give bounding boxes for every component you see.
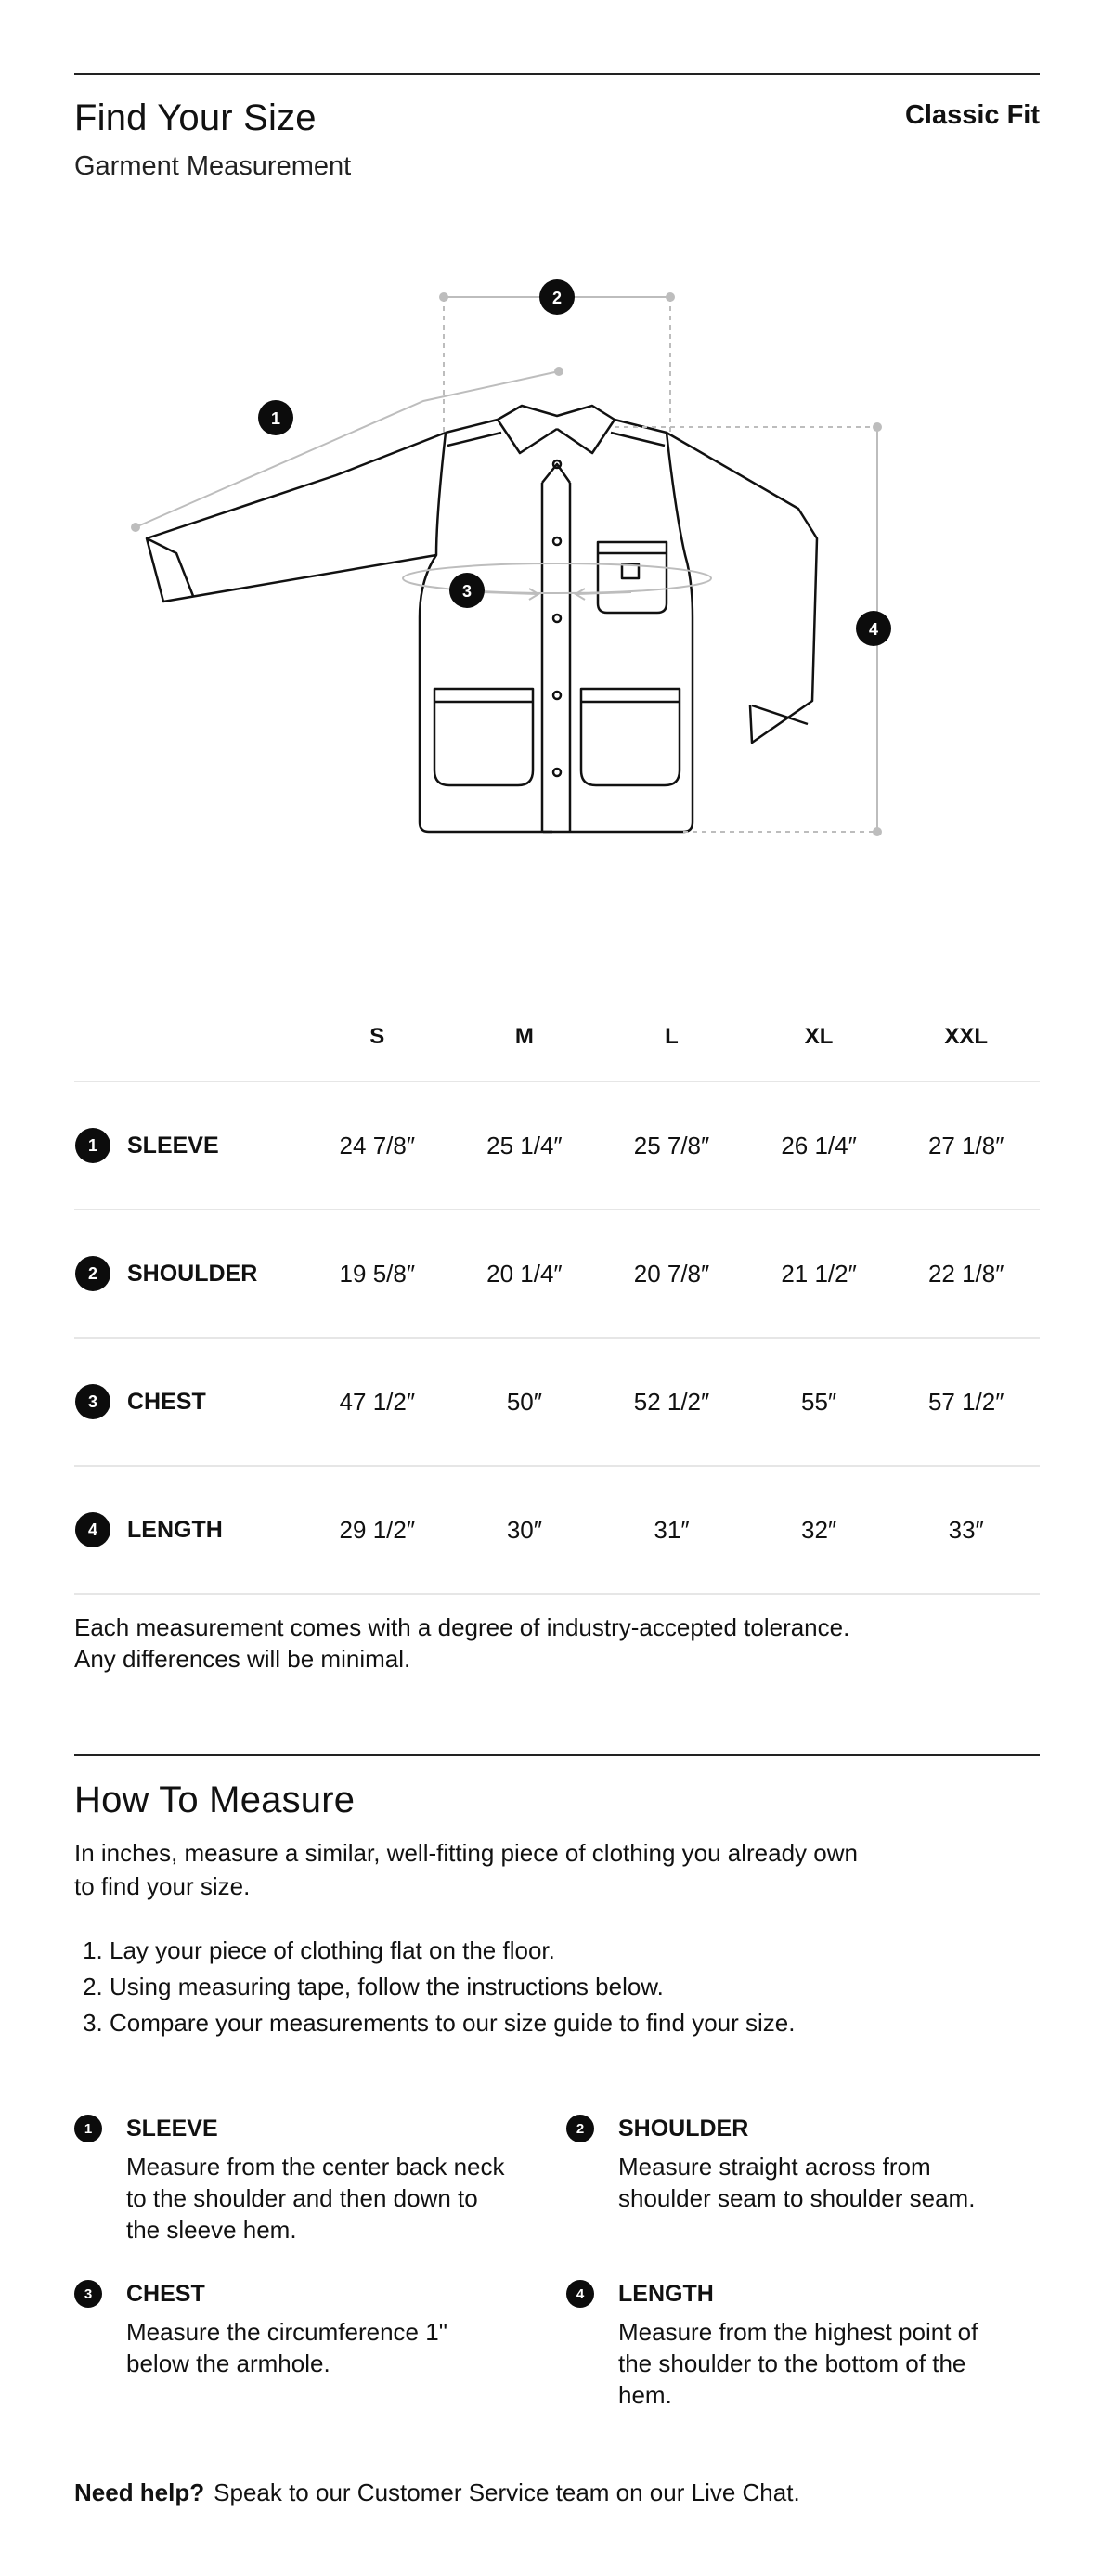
howto-item-desc: Measure from the center back neck to the shoulder and then down to the sleeve hem. [126, 2153, 505, 2244]
number-badge: 1 [74, 2115, 102, 2142]
table-cell: 55″ [745, 1338, 893, 1466]
howto-item-desc: Measure from the highest point of the shoulder to the bottom of the hem. [618, 2318, 978, 2409]
row-label: SHOULDER [127, 1260, 258, 1287]
row-label: LENGTH [127, 1516, 223, 1543]
table-row-shoulder [74, 1210, 1040, 1338]
list-item: 3. Compare your measurements to our size guide to find your size. [110, 2005, 1040, 2041]
number-badge: 4 [566, 2280, 594, 2308]
page-subtitle: Garment Measurement [74, 151, 352, 181]
marker-2 [539, 279, 575, 315]
marker-1 [258, 400, 293, 435]
table-cell: 52 1/2″ [598, 1338, 745, 1466]
number-badge: 3 [75, 1384, 110, 1419]
howto-title: How To Measure [74, 1780, 356, 1820]
row-label: SLEEVE [127, 1132, 219, 1159]
svg-text:1: 1 [270, 409, 281, 428]
list-item: 1. Lay your piece of clothing flat on the floor. [110, 1933, 1040, 1969]
tolerance-note: Each measurement comes with a degree of industry-accepted tolerance. Any differences will be minimal. [74, 1613, 850, 1673]
table-cell: 29 1/2″ [304, 1466, 451, 1594]
size-s: S [304, 993, 451, 1081]
size-m: M [451, 993, 599, 1081]
table-cell: 22 1/8″ [892, 1210, 1040, 1338]
howto-item-title: SHOULDER [618, 2116, 749, 2142]
svg-text:3: 3 [461, 582, 473, 601]
number-badge: 3 [74, 2280, 102, 2308]
size-header-row [74, 993, 1040, 1081]
table-cell: 19 5/8″ [304, 1210, 451, 1338]
table-cell: 21 1/2″ [745, 1210, 893, 1338]
number-badge: 4 [75, 1512, 110, 1547]
help-label: Need help? [74, 2479, 205, 2506]
help-line [74, 2479, 800, 2507]
table-cell: 20 1/4″ [451, 1210, 599, 1338]
size-table [74, 993, 1040, 1595]
row-label: CHEST [127, 1388, 206, 1415]
howto-item-title: SLEEVE [126, 2116, 218, 2142]
number-badge: 2 [566, 2115, 594, 2142]
table-row-chest [74, 1338, 1040, 1466]
table-cell: 20 7/8″ [598, 1210, 745, 1338]
howto-intro: In inches, measure a similar, well-fitting piece of clothing you already own to find your size. [74, 1839, 858, 1900]
size-l: L [598, 993, 745, 1081]
table-cell: 32″ [745, 1466, 893, 1594]
table-cell: 24 7/8″ [304, 1081, 451, 1210]
svg-text:4: 4 [868, 620, 879, 639]
howto-item-desc: Measure the circumference 1" below the armhole. [126, 2318, 447, 2377]
size-xxl: XXL [892, 993, 1040, 1081]
marker-3 [449, 573, 485, 608]
garment-diagram [0, 251, 1114, 863]
table-cell: 26 1/4″ [745, 1081, 893, 1210]
section-divider [74, 1754, 1040, 1756]
table-row-sleeve [74, 1081, 1040, 1210]
table-cell: 47 1/2″ [304, 1338, 451, 1466]
table-cell: 30″ [451, 1466, 599, 1594]
measurement-guides [132, 293, 881, 835]
table-cell: 33″ [892, 1466, 1040, 1594]
marker-4 [856, 611, 891, 646]
number-badge: 2 [75, 1256, 110, 1291]
fit-label: Classic Fit [904, 100, 1040, 130]
table-cell: 27 1/8″ [892, 1081, 1040, 1210]
page-title: Find Your Size [74, 97, 317, 138]
table-cell: 31″ [598, 1466, 745, 1594]
shirt-illustration [147, 406, 817, 832]
number-badge: 1 [75, 1128, 110, 1163]
svg-text:2: 2 [551, 289, 563, 307]
list-item: 2. Using measuring tape, follow the instructions below. [110, 1969, 1040, 2005]
table-cell: 25 7/8″ [598, 1081, 745, 1210]
size-xl: XL [745, 993, 893, 1081]
top-divider [74, 73, 1040, 75]
howto-item-desc: Measure straight across from shoulder seam to shoulder seam. [618, 2153, 976, 2212]
table-cell: 50″ [451, 1338, 599, 1466]
steps-list [74, 1933, 1040, 2041]
table-row-length [74, 1466, 1040, 1594]
live-chat-text[interactable]: Speak to our Customer Service team on our Live Chat. [214, 2479, 800, 2506]
howto-item-title: LENGTH [618, 2281, 714, 2307]
table-cell: 25 1/4″ [451, 1081, 599, 1210]
howto-item-title: CHEST [126, 2281, 205, 2307]
table-cell: 57 1/2″ [892, 1338, 1040, 1466]
